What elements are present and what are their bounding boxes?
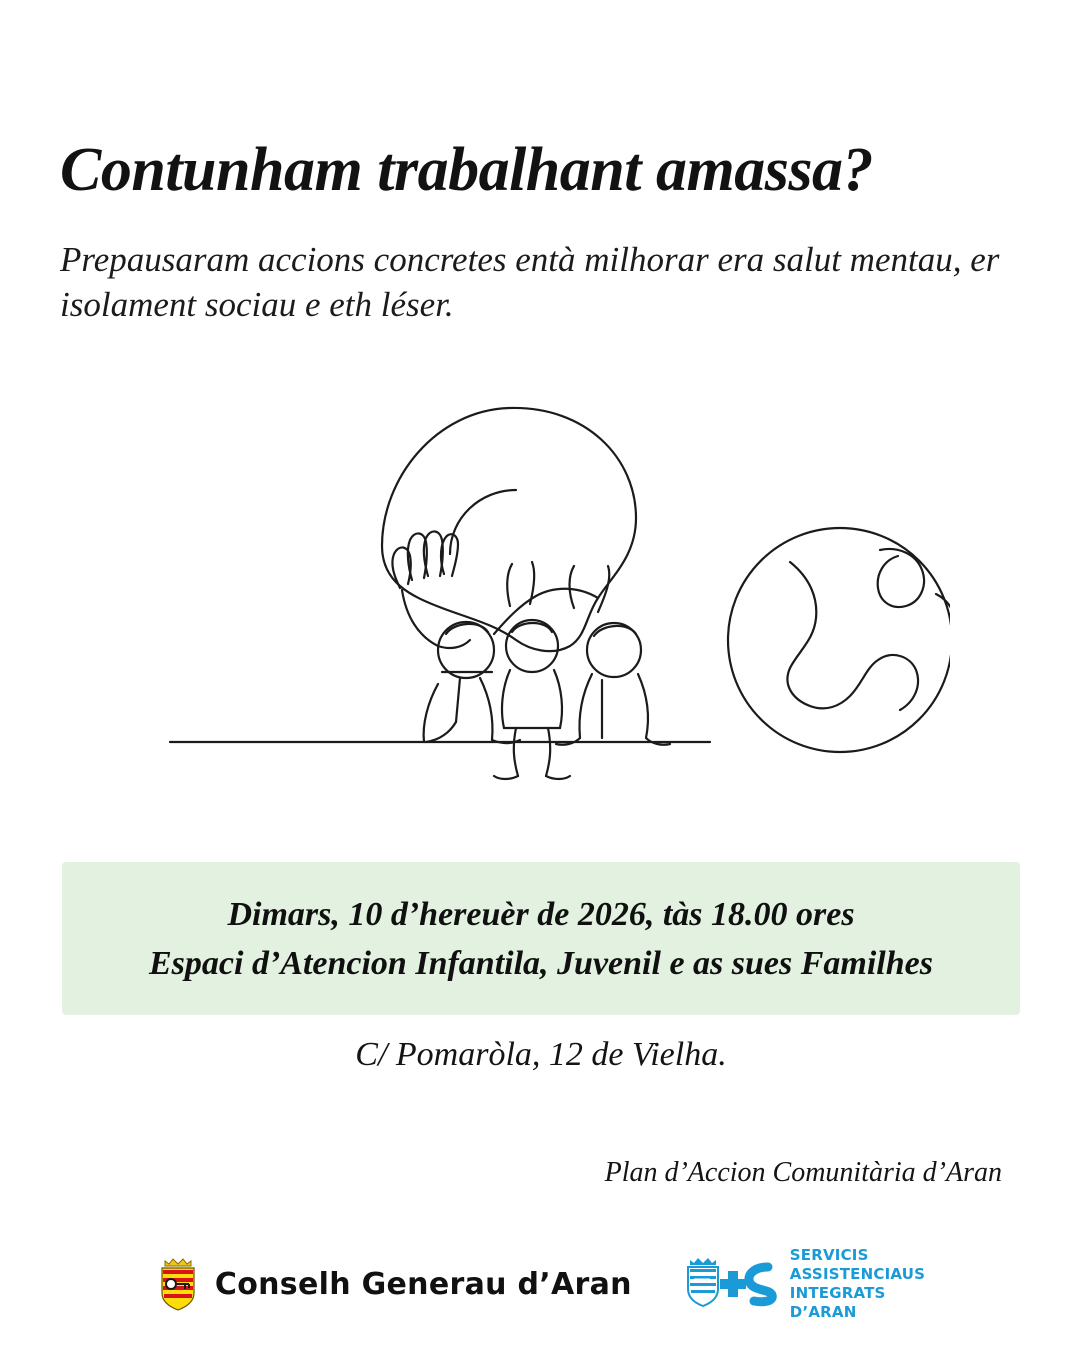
sai-label-block — [790, 1246, 925, 1323]
event-date-line: Dimars, 10 d’hereuèr de 2026, tàs 18.00 ores — [227, 896, 855, 933]
servicis-assistenciaus-integrats-daran-logo — [684, 1246, 925, 1323]
page-title: Contunham trabalhant amassa? — [60, 135, 873, 204]
conselh-generau-daran-label: Conselh Generau d’Aran — [214, 1266, 632, 1302]
event-details-band — [62, 862, 1020, 1015]
people-lifting-lightbulb-and-globe-line-drawing — [150, 350, 950, 790]
event-address: C/ Pomaròla, 12 de Vielha. — [355, 1036, 727, 1073]
page-subtitle: Prepausaram accions concretes entà milhorar era salut mentau, er isolament sociau e eth léser. — [60, 240, 1000, 324]
sai-label-line-1: SERVICIS — [789, 1245, 869, 1264]
sai-label-line-4: D’ARAN — [789, 1303, 857, 1322]
event-place-line: Espaci d’Atencion Infantila, Juvenil e as sues Familhes — [149, 945, 933, 983]
sai-emblem-icon — [684, 1253, 780, 1315]
sai-label-line-3: INTEGRATS — [789, 1284, 886, 1302]
organizer-name: Plan d’Accion Comunitària d’Aran — [604, 1157, 1002, 1188]
sai-label-line-2: ASSISTENCIAUS — [789, 1264, 926, 1283]
footer-logos — [0, 1238, 1080, 1330]
conselh-generau-daran-logo — [155, 1255, 632, 1313]
aran-coat-of-arms-icon — [155, 1255, 201, 1313]
